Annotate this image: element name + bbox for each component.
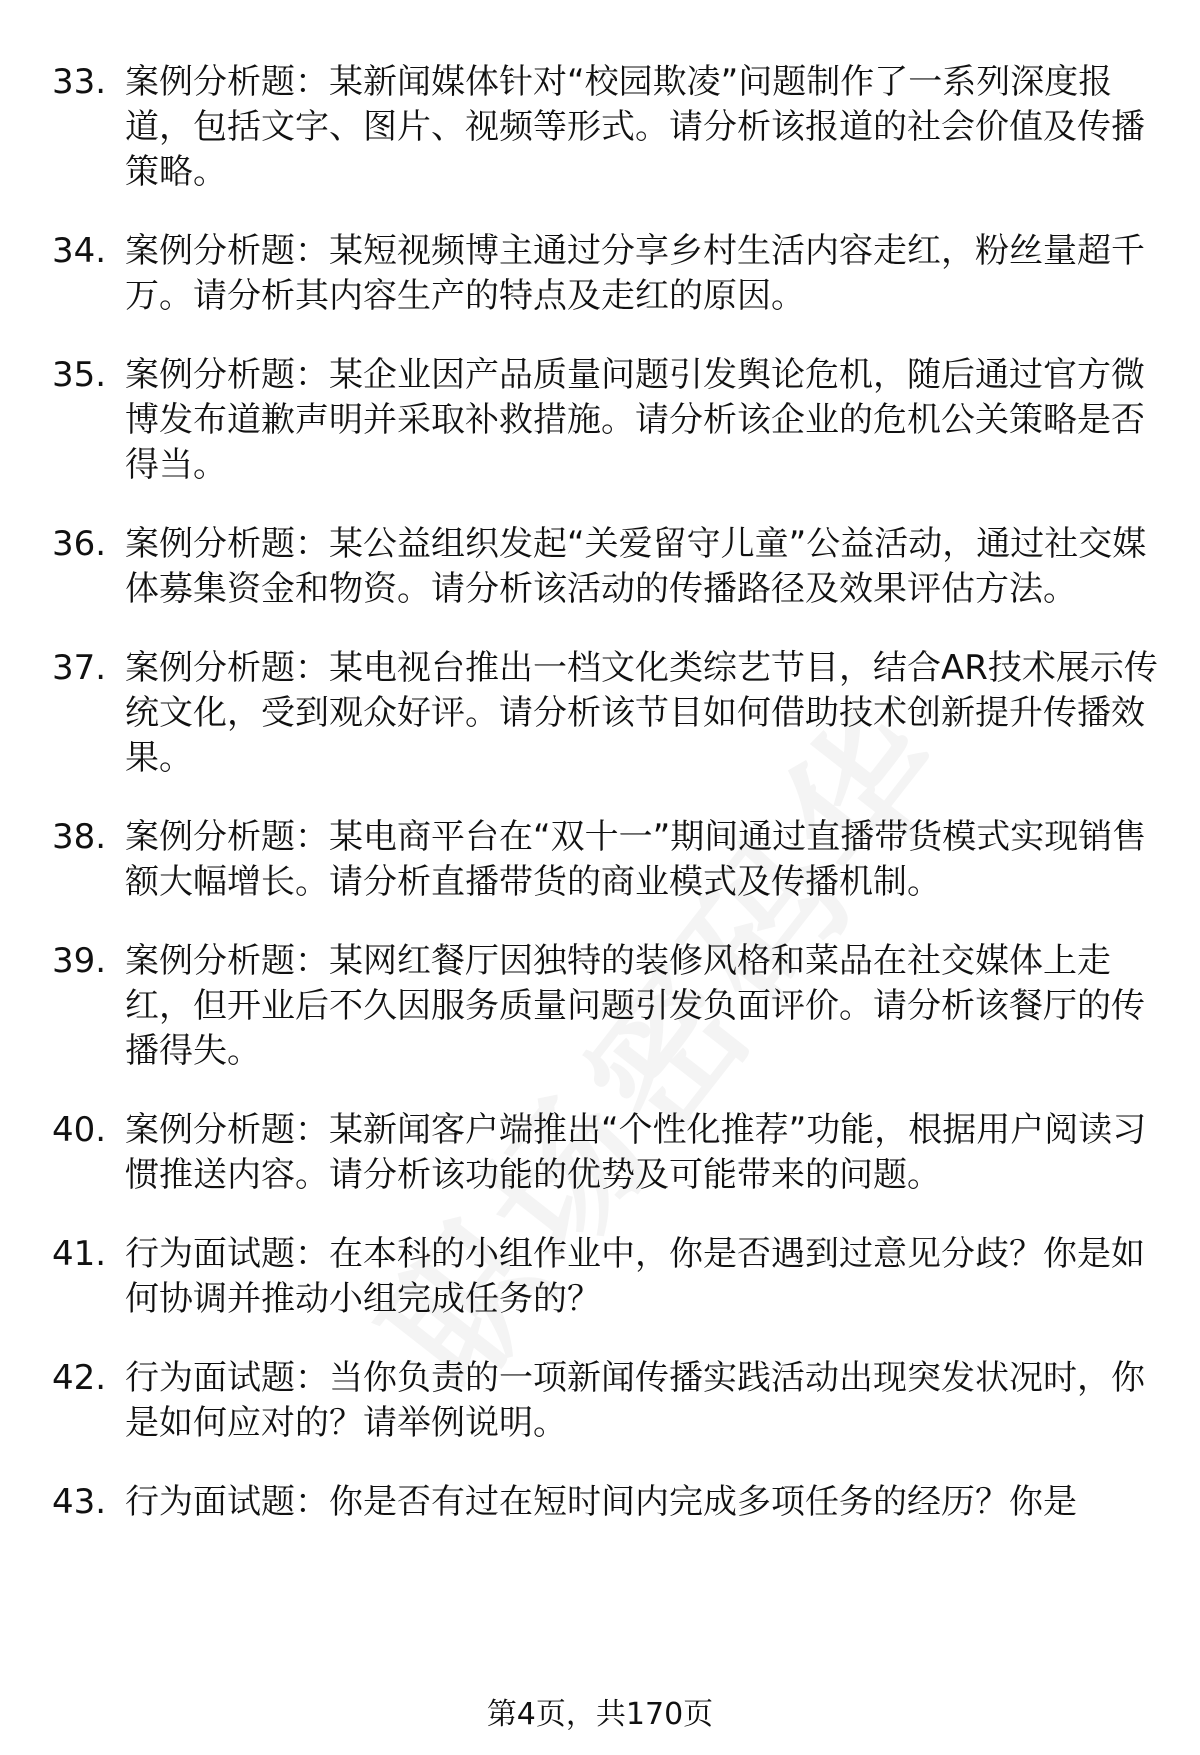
question-number: 38.	[52, 817, 107, 857]
question-text: 案例分析题：某新闻媒体针对“校园欺凌”问题制作了一系列深度报道，包括文字、图片、视频等形式。请分析该报道的社会价值及传播策略。	[125, 62, 1145, 192]
question-list	[52, 60, 1162, 1559]
question-item	[52, 353, 1162, 488]
question-text: 案例分析题：某企业因产品质量问题引发舆论危机，随后通过官方微博发布道歉声明并采取补救措施。请分析该企业的危机公关策略是否得当。	[125, 355, 1145, 485]
question-text: 案例分析题：某电视台推出一档文化类综艺节目，结合AR技术展示传统文化，受到观众好评。请分析该节目如何借助技术创新提升传播效果。	[125, 648, 1158, 778]
question-item	[52, 646, 1162, 781]
question-number: 42.	[52, 1358, 107, 1398]
question-item	[52, 1232, 1162, 1322]
question-number: 35.	[52, 355, 107, 395]
question-number: 41.	[52, 1234, 107, 1274]
question-item	[52, 1480, 1162, 1525]
question-number: 39.	[52, 941, 107, 981]
question-item	[52, 229, 1162, 319]
question-item	[52, 522, 1162, 612]
question-item	[52, 60, 1162, 195]
question-text: 案例分析题：某公益组织发起“关爱留守儿童”公益活动，通过社交媒体募集资金和物资。请分析该活动的传播路径及效果评估方法。	[125, 524, 1147, 609]
question-item	[52, 1356, 1162, 1446]
question-item	[52, 815, 1162, 905]
question-number: 43.	[52, 1482, 107, 1522]
question-item	[52, 939, 1162, 1074]
question-item	[52, 1108, 1162, 1198]
page-footer: 第4页，共170页	[486, 1697, 714, 1732]
question-number: 34.	[52, 231, 107, 271]
question-text: 行为面试题：当你负责的一项新闻传播实践活动出现突发状况时，你是如何应对的？请举例说明。	[125, 1358, 1145, 1443]
question-text: 行为面试题：在本科的小组作业中，你是否遇到过意见分歧？你是如何协调并推动小组完成任务的？	[125, 1234, 1145, 1319]
question-text: 案例分析题：某电商平台在“双十一”期间通过直播带货模式实现销售额大幅增长。请分析直播带货的商业模式及传播机制。	[125, 817, 1147, 902]
question-text: 案例分析题：某新闻客户端推出“个性化推荐”功能，根据用户阅读习惯推送内容。请分析该功能的优势及可能带来的问题。	[125, 1110, 1147, 1195]
question-text: 行为面试题：你是否有过在短时间内完成多项任务的经历？你是	[125, 1482, 1077, 1522]
question-number: 36.	[52, 524, 107, 564]
question-text: 案例分析题：某短视频博主通过分享乡村生活内容走红，粉丝量超千万。请分析其内容生产的特点及走红的原因。	[125, 231, 1145, 316]
question-number: 40.	[52, 1110, 107, 1150]
question-number: 33.	[52, 62, 107, 102]
question-number: 37.	[52, 648, 107, 688]
question-text: 案例分析题：某网红餐厅因独特的装修风格和菜品在社交媒体上走红，但开业后不久因服务质量问题引发负面评价。请分析该餐厅的传播得失。	[125, 941, 1145, 1071]
